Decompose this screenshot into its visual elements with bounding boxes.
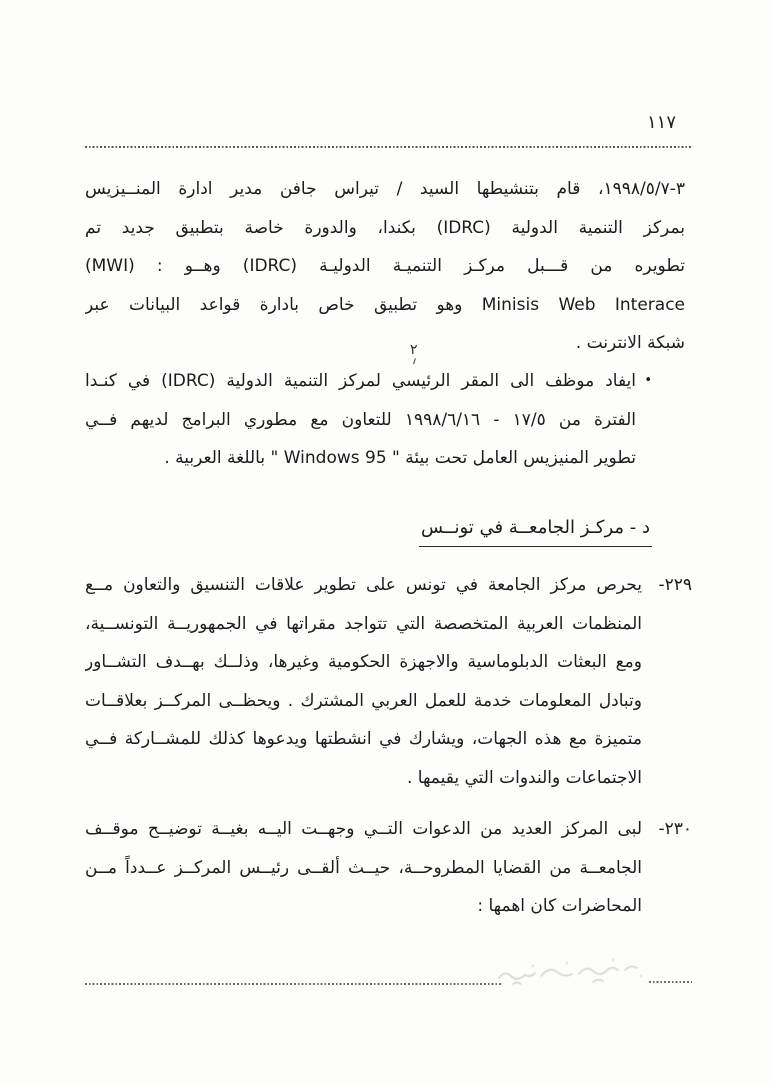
paragraph-229	[85, 566, 692, 798]
top-dotted-rule	[85, 146, 692, 148]
paragraph-number: ٢٣٠-	[658, 819, 692, 839]
bottom-dotted-rule	[649, 981, 692, 983]
text-line: وتبادل المعلومات خدمة للعمل العربي المشترك . ويحظــى المركــز بعلاقــات	[85, 690, 642, 711]
bullet-item	[85, 362, 652, 478]
text-line: المنظمات العربية المتخصصة التي تتواجد مقراتها في الجمهوريــة التونســية،	[85, 613, 642, 634]
page-number: ١١٧	[646, 112, 676, 133]
text-line: ايفاد موظف الى المقر الرئيسي لمركز التنمية الدولية (IDRC) في كنـدا	[85, 371, 636, 391]
paragraph-230	[85, 810, 692, 926]
text-line: متميزة مع هذه الجهات، ويشارك في انشطتها ويدعوها كذلك للمشــاركة فــي	[85, 729, 642, 750]
text-line: شبكة الانترنت .	[575, 333, 685, 354]
text-line: المحاضرات كان اهمها :	[477, 896, 642, 917]
text-line: ومع البعثات الدبلوماسية والاجهزة الحكومية وغيرها، وذلــك بهــدف التشــاور	[85, 652, 642, 673]
text-line: بمركز التنمية الدولية (IDRC) بكندا، والدورة خاصة بتطبيق جديد تم	[85, 217, 685, 238]
bullet-icon: •	[644, 373, 652, 388]
stray-ink-mark: ٢	[410, 342, 418, 364]
text-line: تطويره من قـــبل مركـز التنميـة الدوليـة (IDRC) وهــو : (MWI)	[85, 256, 685, 277]
text-line: يحرص مركز الجامعة في تونس على تطوير علاقات التنسيق والتعاون مــع	[85, 575, 642, 595]
text-line: الفترة من ١٧/٥ - ١٩٩٨/٦/١٦ للتعاون مع مطوري البرامج لديهم فــي	[85, 409, 636, 430]
text-line: لبى المركز العديد من الدعوات التــي وجهــت اليــه بغيــة توضيــح موقــف	[85, 819, 642, 839]
text-line: الاجتماعات والندوات التي يقيمها .	[406, 767, 642, 788]
numbered-item-3	[85, 170, 685, 363]
bottom-dotted-rule	[85, 983, 502, 985]
ink-smudge	[493, 948, 655, 992]
text-line: ٣-١٩٩٨/٥/٧، قام بتنشيطها السيد / تيراس جافن مدير ادارة المنــيزيس	[85, 179, 685, 199]
text-line: الجامعــة من القضايا المطروحــة، حيــث ألقــى رئيــس المركــز عــدداً مــن	[85, 857, 642, 878]
section-heading: د - مركـز الجامعــة في تونــس	[419, 517, 652, 547]
text-line: تطوير المنيزيس العامل تحت بيئة " Windows 95 " باللغة العربية .	[164, 448, 636, 469]
paragraph-number: ٢٢٩-	[658, 575, 692, 595]
text-line: Minisis Web Interace وهو تطبيق خاص بادارة قواعد البيانات عبر	[85, 294, 685, 315]
